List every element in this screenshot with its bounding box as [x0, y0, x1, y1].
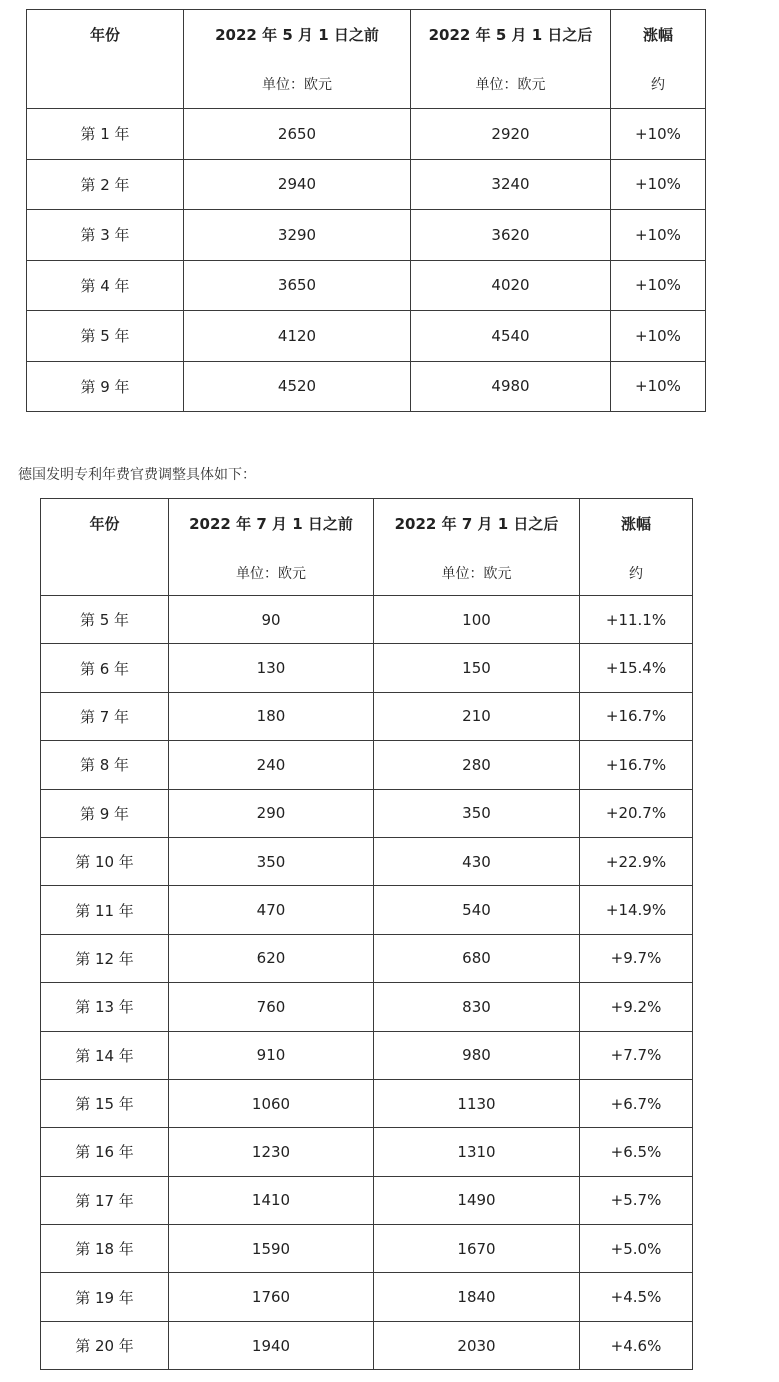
after-fee-cell: 2920 [411, 109, 611, 160]
year-cell: 第 2 年 [27, 159, 184, 210]
table-row [41, 837, 693, 885]
after-fee-cell: 4980 [411, 361, 611, 412]
after-unit-label: 单位：欧元 [475, 77, 546, 93]
before-fee-cell: 3290 [184, 210, 411, 261]
year-header-label: 年份 [89, 26, 120, 44]
after-fee-cell: 1310 [374, 1128, 580, 1176]
before-fee-cell: 1060 [169, 1079, 374, 1127]
table-row [27, 311, 706, 362]
year-cell: 第 13 年 [41, 983, 169, 1031]
after-fee-cell: 100 [374, 596, 580, 644]
fee-table-may-2022 [26, 9, 706, 412]
before-fee-cell: 4120 [184, 311, 411, 362]
year-cell: 第 7 年 [41, 692, 169, 740]
change-column-header [580, 499, 693, 596]
after-fee-cell: 1840 [374, 1273, 580, 1321]
table-row [41, 1273, 693, 1321]
change-cell: +16.7% [580, 692, 693, 740]
change-cell: +5.0% [580, 1225, 693, 1273]
after-unit-label: 单位：欧元 [441, 566, 512, 582]
after-fee-cell: 2030 [374, 1321, 580, 1369]
change-cell: +10% [611, 361, 706, 412]
change-cell: +10% [611, 109, 706, 160]
before-unit-label: 单位：欧元 [236, 566, 306, 582]
after-fee-cell: 350 [374, 789, 580, 837]
after-header-label: 2022 年 5 月 1 日之后 [428, 26, 593, 44]
before-fee-cell: 180 [169, 692, 374, 740]
after-fee-cell: 3240 [411, 159, 611, 210]
year-header-label: 年份 [89, 515, 120, 533]
table-row [41, 692, 693, 740]
year-cell: 第 14 年 [41, 1031, 169, 1079]
after-fee-cell: 1490 [374, 1176, 580, 1224]
table-row [41, 1176, 693, 1224]
table-row [27, 109, 706, 160]
year-cell: 第 5 年 [41, 596, 169, 644]
intro-text: 德国发明专利年费官费调整具体如下： [18, 467, 256, 483]
year-cell: 第 10 年 [41, 837, 169, 885]
change-cell: +5.7% [580, 1176, 693, 1224]
change-approx-label: 约 [629, 566, 643, 582]
table-row [27, 159, 706, 210]
table-row [41, 1128, 693, 1176]
after-fee-cell: 540 [374, 886, 580, 934]
table-row [41, 886, 693, 934]
change-cell: +20.7% [580, 789, 693, 837]
change-cell: +10% [611, 159, 706, 210]
table-row [41, 1321, 693, 1369]
year-column-header [27, 10, 184, 109]
year-cell: 第 11 年 [41, 886, 169, 934]
after-fee-cell: 830 [374, 983, 580, 1031]
year-cell: 第 5 年 [27, 311, 184, 362]
year-cell: 第 15 年 [41, 1079, 169, 1127]
before-fee-cell: 4520 [184, 361, 411, 412]
year-cell: 第 8 年 [41, 741, 169, 789]
after-fee-cell: 430 [374, 837, 580, 885]
before-fee-cell: 240 [169, 741, 374, 789]
before-fee-cell: 620 [169, 934, 374, 982]
table-row [41, 789, 693, 837]
after-header-label: 2022 年 7 月 1 日之后 [394, 515, 559, 533]
table-row [41, 1079, 693, 1127]
after-fee-cell: 4540 [411, 311, 611, 362]
after-fee-cell: 1130 [374, 1079, 580, 1127]
before-header-label: 2022 年 7 月 1 日之前 [189, 515, 353, 533]
year-cell: 第 17 年 [41, 1176, 169, 1224]
table-row [27, 260, 706, 311]
table-row [41, 644, 693, 692]
change-cell: +9.7% [580, 934, 693, 982]
before-column-header [169, 499, 374, 596]
before-fee-cell: 1590 [169, 1225, 374, 1273]
before-fee-cell: 1940 [169, 1321, 374, 1369]
change-cell: +6.7% [580, 1079, 693, 1127]
table-row [27, 361, 706, 412]
before-fee-cell: 290 [169, 789, 374, 837]
after-fee-cell: 680 [374, 934, 580, 982]
before-fee-cell: 1760 [169, 1273, 374, 1321]
year-cell: 第 1 年 [27, 109, 184, 160]
table-row [41, 1225, 693, 1273]
table-row [41, 741, 693, 789]
before-fee-cell: 350 [169, 837, 374, 885]
after-fee-cell: 210 [374, 692, 580, 740]
change-cell: +22.9% [580, 837, 693, 885]
before-fee-cell: 90 [169, 596, 374, 644]
change-cell: +10% [611, 260, 706, 311]
change-cell: +11.1% [580, 596, 693, 644]
after-fee-cell: 3620 [411, 210, 611, 261]
after-fee-cell: 150 [374, 644, 580, 692]
before-fee-cell: 2650 [184, 109, 411, 160]
year-cell: 第 3 年 [27, 210, 184, 261]
change-cell: +16.7% [580, 741, 693, 789]
change-cell: +10% [611, 210, 706, 261]
before-fee-cell: 3650 [184, 260, 411, 311]
before-column-header [184, 10, 411, 109]
change-header-label: 涨幅 [642, 26, 673, 44]
year-cell: 第 19 年 [41, 1273, 169, 1321]
change-cell: +15.4% [580, 644, 693, 692]
after-fee-cell: 280 [374, 741, 580, 789]
after-column-header [411, 10, 611, 109]
before-fee-cell: 760 [169, 983, 374, 1031]
before-unit-label: 单位：欧元 [262, 77, 332, 93]
year-cell: 第 12 年 [41, 934, 169, 982]
before-fee-cell: 2940 [184, 159, 411, 210]
year-cell: 第 6 年 [41, 644, 169, 692]
table-row [41, 1031, 693, 1079]
table-header-row [41, 499, 693, 596]
before-header-label: 2022 年 5 月 1 日之前 [215, 26, 379, 44]
change-cell: +9.2% [580, 983, 693, 1031]
change-cell: +7.7% [580, 1031, 693, 1079]
before-fee-cell: 1410 [169, 1176, 374, 1224]
year-cell: 第 16 年 [41, 1128, 169, 1176]
table-header-row [27, 10, 706, 109]
after-fee-cell: 4020 [411, 260, 611, 311]
table-row [41, 983, 693, 1031]
table-row [41, 596, 693, 644]
before-fee-cell: 1230 [169, 1128, 374, 1176]
before-fee-cell: 130 [169, 644, 374, 692]
change-header-label: 涨幅 [620, 515, 651, 533]
after-fee-cell: 1670 [374, 1225, 580, 1273]
change-cell: +6.5% [580, 1128, 693, 1176]
after-column-header [374, 499, 580, 596]
table-row [27, 210, 706, 261]
year-cell: 第 9 年 [41, 789, 169, 837]
change-cell: +4.6% [580, 1321, 693, 1369]
change-cell: +10% [611, 311, 706, 362]
change-cell: +4.5% [580, 1273, 693, 1321]
year-cell: 第 4 年 [27, 260, 184, 311]
year-column-header [41, 499, 169, 596]
year-cell: 第 18 年 [41, 1225, 169, 1273]
year-cell: 第 9 年 [27, 361, 184, 412]
after-fee-cell: 980 [374, 1031, 580, 1079]
before-fee-cell: 470 [169, 886, 374, 934]
change-column-header [611, 10, 706, 109]
fee-table-july-2022 [40, 498, 693, 1370]
year-cell: 第 20 年 [41, 1321, 169, 1369]
before-fee-cell: 910 [169, 1031, 374, 1079]
table-row [41, 934, 693, 982]
change-approx-label: 约 [651, 77, 665, 93]
change-cell: +14.9% [580, 886, 693, 934]
